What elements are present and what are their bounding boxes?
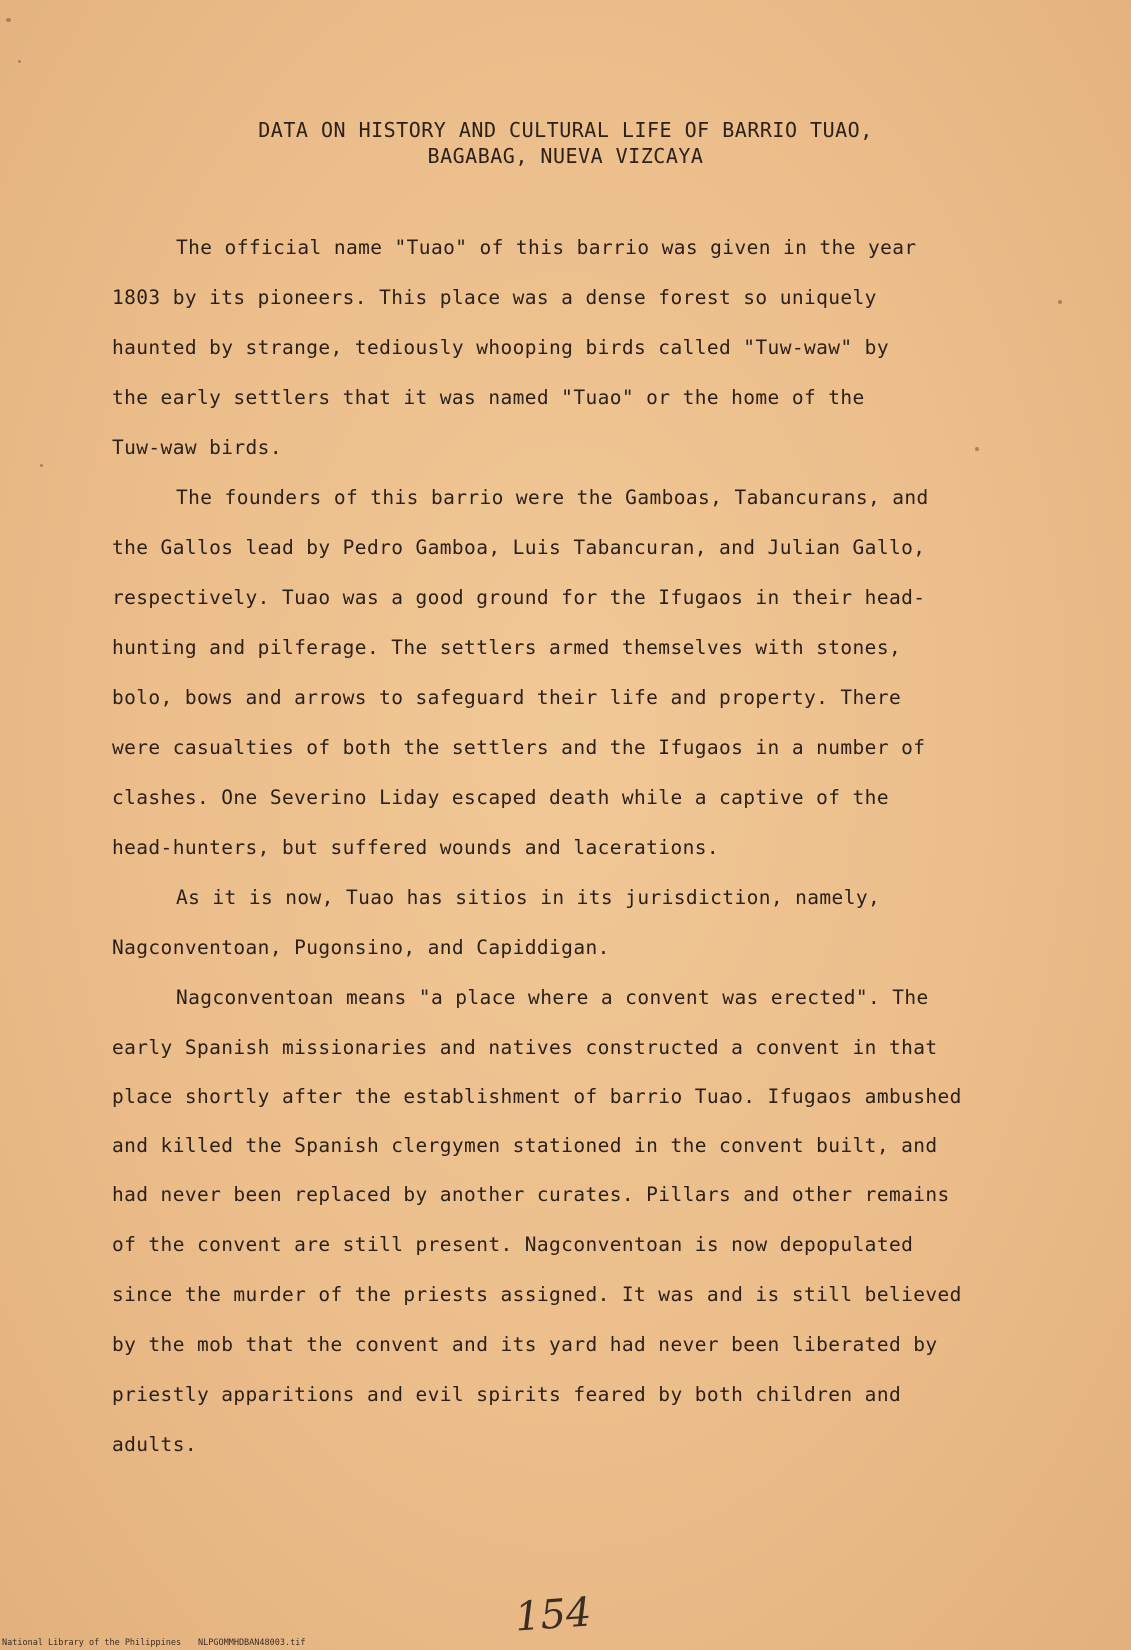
paper-speck-mark [40,464,43,467]
text-line: The founders of this barrio were the Gamboas, Tabancurans, and [176,486,929,509]
text-line: priestly apparitions and evil spirits feared by both children and [112,1383,902,1406]
text-line: since the murder of the priests assigned. It was and is still believed [112,1283,962,1306]
text-line: were casualties of both the settlers and the Ifugaos in a number of [112,736,926,759]
text-line: The official name "Tuao" of this barrio was given in the year [176,236,917,259]
paper-speck-mark [6,18,11,22]
text-line: Nagconventoan, Pugonsino, and Capiddigan. [112,936,610,959]
text-line: Tuw-waw birds. [112,436,282,459]
text-line: 1803 by its pioneers. This place was a dense forest so uniquely [112,286,877,309]
paper-speck-mark [975,447,979,451]
document-title-line-2: BAGABAG, NUEVA VIZCAYA [427,144,704,168]
text-line: and killed the Spanish clergymen stationed in the convent built, and [112,1134,938,1157]
text-line: the early settlers that it was named "Tuao" or the home of the [112,386,865,409]
footer-file-name: NLPGOMMHDBAN48003.tif [198,1638,306,1648]
text-line: adults. [112,1433,197,1456]
text-line: As it is now, Tuao has sitios in its jurisdiction, namely, [176,886,881,909]
paper-speck-mark [18,60,21,63]
text-line: clashes. One Severino Liday escaped death while a captive of the [112,786,889,809]
text-line: the Gallos lead by Pedro Gamboa, Luis Tabancuran, and Julian Gallo, [112,536,926,559]
text-line: had never been replaced by another curates. Pillars and other remains [112,1183,950,1206]
text-line: respectively. Tuao was a good ground for the Ifugaos in their head- [112,586,926,609]
footer-library-name: National Library of the Philippines [2,1638,182,1648]
text-line: head-hunters, but suffered wounds and lacerations. [112,836,719,859]
text-line: hunting and pilferage. The settlers armed themselves with stones, [112,636,902,659]
text-line: early Spanish missionaries and natives constructed a convent in that [112,1036,938,1059]
text-line: bolo, bows and arrows to safeguard their life and property. There [112,686,902,709]
text-line: by the mob that the convent and its yard had never been liberated by [112,1333,938,1356]
handwritten-page-number: 154 [513,1589,593,1641]
text-line: place shortly after the establishment of barrio Tuao. Ifugaos ambushed [112,1085,962,1108]
text-line: of the convent are still present. Nagconventoan is now depopulated [112,1233,914,1256]
paper-speck-mark [1058,300,1062,304]
document-title-line-1: DATA ON HISTORY AND CULTURAL LIFE OF BARRIO TUAO, [258,118,873,142]
text-line: Nagconventoan means "a place where a convent was erected". The [176,986,929,1009]
text-line: haunted by strange, tediously whooping birds called "Tuw-waw" by [112,336,889,359]
